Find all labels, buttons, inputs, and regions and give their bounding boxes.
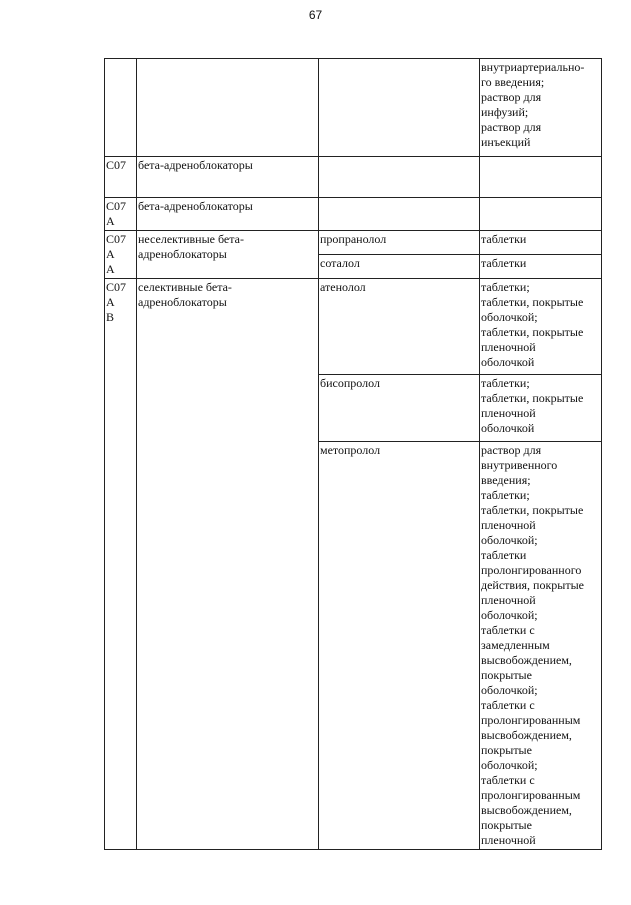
dosage-form-cell: таблетки bbox=[480, 255, 602, 279]
table-row bbox=[105, 59, 602, 157]
group-name-cell: неселективные бета- адреноблокаторы bbox=[137, 231, 319, 279]
dosage-form-cell bbox=[480, 157, 602, 198]
drug-name-cell: атенолол bbox=[319, 279, 480, 375]
page-number: 67 bbox=[308, 8, 323, 22]
atc-code-cell bbox=[105, 59, 137, 157]
drug-name-cell bbox=[319, 59, 480, 157]
table-row bbox=[105, 157, 602, 198]
group-name-cell bbox=[137, 59, 319, 157]
dosage-form-cell: таблетки; таблетки, покрытые пленочной оболочкой bbox=[480, 375, 602, 442]
table-row bbox=[105, 279, 602, 375]
drug-classification-table bbox=[104, 58, 602, 850]
dosage-form-cell: раствор для внутривенного введения; таблетки; таблетки, покрытые пленочной оболочкой; таблетки пролонгированного действия, покрытые пленочной оболочкой; таблетки с замедленным высвобождением, покрытые оболочкой; таблетки с пролонгированным высвобождением, покрытые оболочкой; таблетки с пролонгированным высвобождением, покрытые пленочной bbox=[480, 442, 602, 850]
atc-code-cell: C07A A bbox=[105, 231, 137, 279]
group-name-cell: селективные бета- адреноблокаторы bbox=[137, 279, 319, 850]
dosage-form-cell: таблетки bbox=[480, 231, 602, 255]
drug-name-cell: пропранолол bbox=[319, 231, 480, 255]
group-name-cell: бета-адреноблокаторы bbox=[137, 198, 319, 231]
atc-code-cell: C07 bbox=[105, 157, 137, 198]
drug-name-cell: соталол bbox=[319, 255, 480, 279]
table-row bbox=[105, 231, 602, 255]
dosage-form-cell: таблетки; таблетки, покрытые оболочкой; таблетки, покрытые пленочной оболочкой bbox=[480, 279, 602, 375]
table-row bbox=[105, 198, 602, 231]
drug-name-cell bbox=[319, 157, 480, 198]
group-name-cell: бета-адреноблокаторы bbox=[137, 157, 319, 198]
drug-name-cell bbox=[319, 198, 480, 231]
atc-code-cell: C07A B bbox=[105, 279, 137, 850]
atc-code-cell: C07A bbox=[105, 198, 137, 231]
dosage-form-cell: внутриартериально- го введения; раствор для инфузий; раствор для инъекций bbox=[480, 59, 602, 157]
drug-name-cell: метопролол bbox=[319, 442, 480, 850]
dosage-form-cell bbox=[480, 198, 602, 231]
drug-name-cell: бисопролол bbox=[319, 375, 480, 442]
